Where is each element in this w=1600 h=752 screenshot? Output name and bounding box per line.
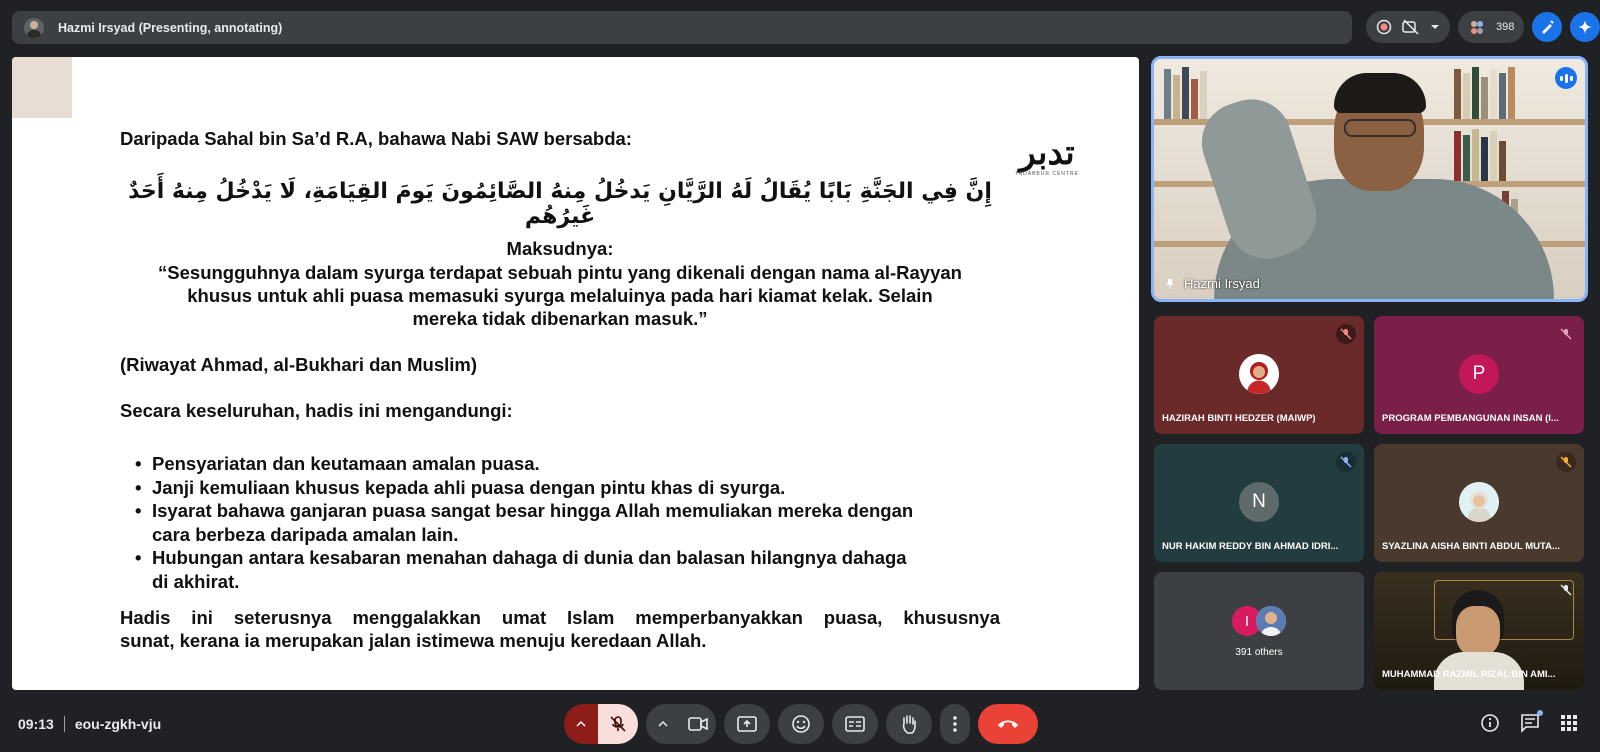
presenter-video-tile[interactable] — [1151, 56, 1588, 302]
presentation-slide — [12, 57, 1139, 690]
mic-off-icon — [609, 715, 627, 733]
participant-count: 398 — [1496, 21, 1515, 33]
mic-off-icon — [1556, 580, 1576, 600]
others-tile[interactable] — [1154, 572, 1364, 690]
info-icon — [1480, 713, 1500, 733]
chevron-up-icon — [576, 720, 586, 728]
chevron-up-icon — [658, 720, 668, 728]
mic-toggle-button[interactable] — [598, 704, 638, 744]
reactions-button[interactable] — [778, 704, 824, 744]
list-item: • Pensyariatan dan keutamaan amalan puasa. — [152, 452, 992, 476]
chat-icon — [1520, 713, 1540, 733]
participant-name: MUHAMMAD RAZMIL RIZAL BIN AMI... — [1382, 669, 1556, 680]
translation-line: “Sesungguhnya dalam syurga terdapat sebuah pintu yang dikenali dengan nama al-Rayyan — [158, 262, 962, 283]
tadabbur-logo: تدبر TADABBUR CENTRE — [1015, 133, 1079, 177]
no-camera-icon — [1402, 19, 1420, 35]
pin-icon — [1164, 278, 1176, 290]
hadith-source: (Riwayat Ahmad, al-Bukhari dan Muslim) — [120, 354, 478, 375]
more-options-button[interactable] — [940, 704, 970, 744]
chevron-down-icon — [1430, 23, 1440, 31]
conclusion-line: Hadis ini seterusnya menggalakkan umat Islam memperbanyakkan puasa, khususnya — [120, 607, 1000, 628]
participant-tile[interactable] — [1154, 444, 1364, 562]
participant-name: SYAZLINA AISHA BINTI ABDUL MUTA... — [1382, 541, 1560, 552]
others-count-label: 391 others — [1235, 647, 1283, 658]
arabic-hadith-text: إِنَّ فِي الجَنَّةِ بَابًا يُقَالُ لَهُ الرَّيَّانِ يَدخُلُ مِنهُ الصَّائِمُونَ يَومَ القِيَامَةِ، لَا يَدْخُلُ مِنهُ أَحَدٌ غَيرُهُم — [128, 179, 992, 229]
mic-off-icon — [1556, 452, 1576, 472]
slide-heading: Daripada Sahal bin Sa’d R.A, bahawa Nabi SAW bersabda: — [120, 128, 632, 149]
meeting-info — [18, 716, 161, 732]
present-screen-button[interactable] — [724, 704, 770, 744]
end-call-icon — [997, 719, 1019, 729]
recording-controls[interactable] — [1366, 11, 1450, 43]
gemini-button[interactable] — [1570, 12, 1600, 42]
participant-name: HAZIRAH BINTI HEDZER (MAIWP) — [1162, 413, 1316, 424]
sparkle-icon — [1577, 19, 1593, 35]
chat-button[interactable] — [1520, 713, 1540, 733]
mic-options-button[interactable] — [564, 704, 598, 744]
presenter-label: Hazmi Irsyad (Presenting, annotating) — [58, 20, 283, 35]
raise-hand-button[interactable] — [886, 704, 932, 744]
avatar — [1256, 606, 1286, 636]
speaking-indicator-icon — [1555, 67, 1577, 89]
avatar: I — [1232, 606, 1262, 636]
participant-tile[interactable] — [1154, 316, 1364, 434]
apps-grid-icon — [1560, 714, 1578, 732]
presenter-bar — [12, 11, 1352, 44]
captions-button[interactable] — [832, 704, 878, 744]
video-camera-icon — [688, 717, 708, 731]
mic-off-icon — [1556, 324, 1576, 344]
present-icon — [737, 716, 757, 732]
participants-button[interactable] — [1458, 11, 1524, 43]
people-icon — [1468, 19, 1486, 35]
pen-icon — [1539, 19, 1555, 35]
camera-control-group — [646, 704, 716, 744]
participant-tile[interactable] — [1374, 316, 1584, 434]
side-panel-controls — [1480, 713, 1578, 733]
avatar: N — [1239, 482, 1279, 522]
activities-button[interactable] — [1560, 714, 1578, 732]
mic-off-icon — [1336, 324, 1356, 344]
list-item: • Isyarat bahawa ganjaran puasa sangat besar hingga Allah memuliakan mereka dengan cara berbeza daripada amalan lain. — [152, 499, 992, 546]
participant-name: PROGRAM PEMBANGUNAN INSAN (I... — [1382, 413, 1559, 424]
hand-icon — [900, 714, 918, 734]
participant-tile[interactable] — [1374, 444, 1584, 562]
translation-line: khusus untuk ahli puasa memasuki syurga melaluinya pada hari kiamat kelak. Selain — [187, 285, 933, 306]
camera-toggle-button[interactable] — [680, 704, 716, 744]
camera-options-button[interactable] — [646, 704, 680, 744]
unread-dot — [1537, 710, 1543, 716]
more-vert-icon — [953, 716, 957, 732]
list-item: • Janji kemuliaan khusus kepada ahli puasa dengan pintu khas di syurga. — [152, 476, 992, 500]
captions-icon — [845, 716, 865, 732]
emoji-icon — [791, 714, 811, 734]
presenter-avatar — [24, 18, 44, 38]
conclusion-line: sunat, kerana ia merupakan jalan istimewa menuju keredaan Allah. — [120, 630, 707, 651]
summary-label: Secara keseluruhan, hadis ini mengandungi: — [120, 400, 513, 421]
maksud-label: Maksudnya: — [506, 238, 614, 259]
slide-corner-decoration — [12, 57, 72, 118]
presenter-name-label: Hazmi Irsyad — [1164, 276, 1260, 291]
avatar — [1239, 354, 1279, 394]
avatar — [1459, 482, 1499, 522]
meeting-details-button[interactable] — [1480, 713, 1500, 733]
annotate-button[interactable] — [1532, 12, 1562, 42]
mic-off-icon — [1336, 452, 1356, 472]
top-right-controls — [1366, 11, 1600, 43]
list-item: • Hubungan antara kesabaran menahan dahaga di dunia dan balasan hilangnya dahaga di akhirat. — [152, 546, 992, 593]
meeting-code: eou-zgkh-vju — [74, 716, 162, 732]
mic-control-group — [564, 704, 638, 744]
participant-tile[interactable] — [1374, 572, 1584, 690]
participant-name: NUR HAKIM REDDY BIN AHMAD IDRI... — [1162, 541, 1339, 552]
call-controls — [564, 704, 1038, 744]
record-icon — [1376, 19, 1392, 35]
divider — [64, 716, 65, 732]
summary-points — [152, 452, 992, 593]
translation-line: mereka tidak dibenarkan masuk.” — [412, 308, 708, 329]
leave-call-button[interactable] — [978, 704, 1038, 744]
clock-time: 09:13 — [18, 716, 54, 732]
avatar: P — [1459, 354, 1499, 394]
